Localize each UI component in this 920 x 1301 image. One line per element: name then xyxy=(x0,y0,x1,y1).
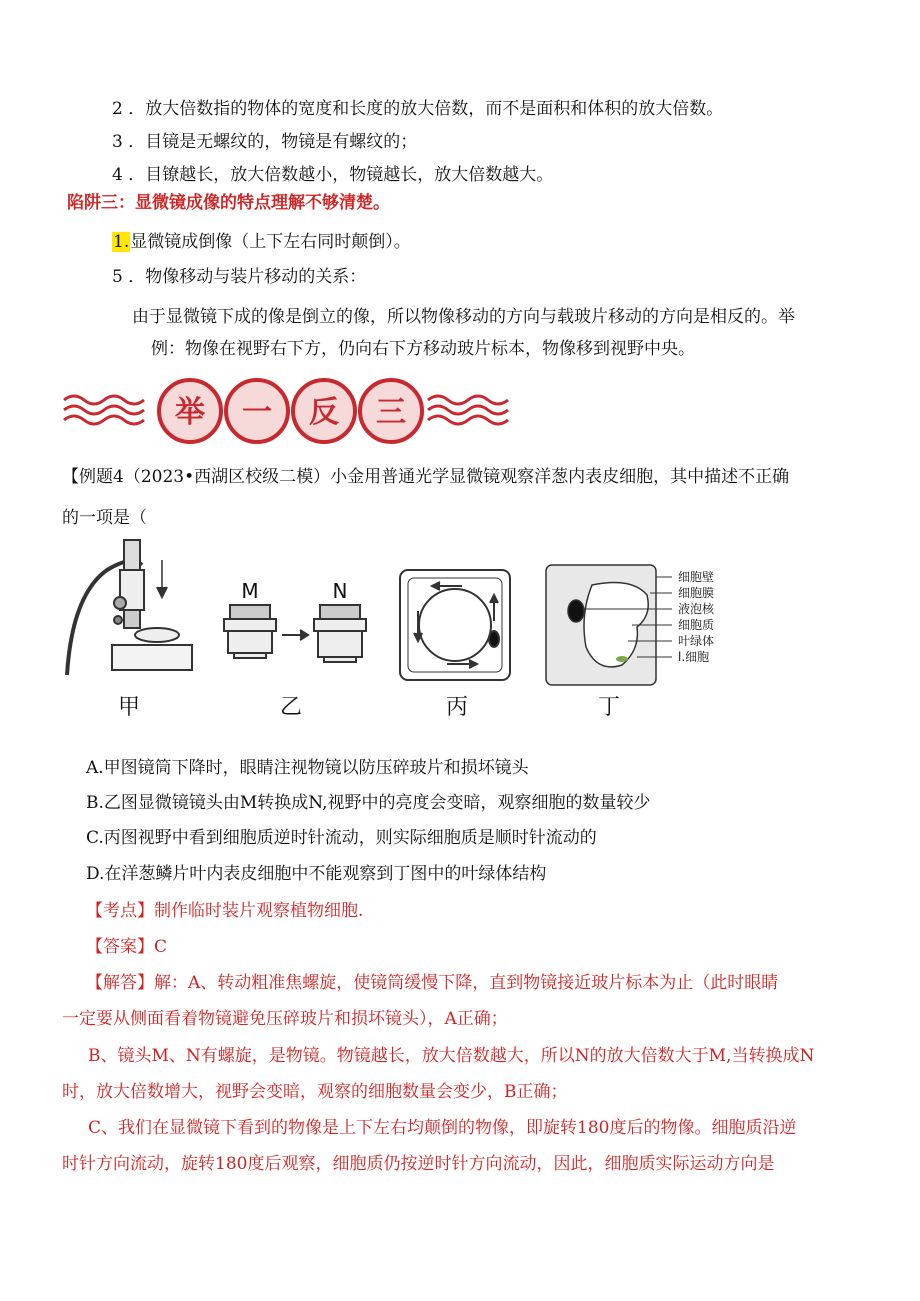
microscope-eyepiece xyxy=(124,540,140,570)
cell-part-cytoplasm: 细胞质 xyxy=(678,618,715,632)
option-d: D.在洋葱鳞片叶内表皮细胞中不能观察到丁图中的叶绿体结构 xyxy=(86,864,547,884)
banner-char-yi: 一 xyxy=(242,395,272,430)
banner-char-ju: 举 xyxy=(175,395,205,430)
cell-part-other: l.细胞 xyxy=(678,650,710,664)
lens-n-thread xyxy=(320,605,360,619)
microscope-stage xyxy=(135,628,179,642)
trap3-paragraph-line2: 例：物像在视野右下方，仍向右下方移动玻片标本，物像移到视野中央。 xyxy=(151,339,695,359)
answer-daan: 【答案】C xyxy=(86,937,168,957)
trap3-item-1 xyxy=(112,231,411,253)
microscope-base xyxy=(112,645,192,670)
plant-cell-figure xyxy=(546,565,672,685)
lens-label-n: N xyxy=(332,579,348,603)
chloroplast xyxy=(616,656,628,662)
ju-yi-fan-san-banner xyxy=(62,376,510,446)
figure-label-ding: 丁 xyxy=(598,695,621,720)
answer-kaodian: 【考点】制作临时装片观察植物细胞. xyxy=(86,901,364,921)
microscope-knob xyxy=(114,597,126,609)
answer-b-line2: 时，放大倍数增大，视野会变暗，观察的细胞数量会变少，B正确； xyxy=(62,1082,568,1102)
option-a: A.甲图镜筒下降时，眼睛注视物镜以防压碎玻片和损坏镜头 xyxy=(86,758,529,778)
note-item-3: 3 ．目镜是无螺纹的，物镜是有螺纹的； xyxy=(112,132,418,152)
question-line1: 【例题4（2023•西湖区校级二模）小金用普通光学显微镜观察洋葱内表皮细胞，其中描述不正确 xyxy=(62,467,790,487)
note-item-4: 4 ．目镣越长，放大倍数越小，物镜越长，放大倍数越大。 xyxy=(112,165,554,185)
microscope-figure xyxy=(67,540,192,675)
note-item-2: 2 ．放大倍数指的物体的宽度和长度的放大倍数，而不是面积和体积的放大倍数。 xyxy=(112,99,724,119)
trap3-item-5: 5 ．物像移动与装片移动的关系： xyxy=(112,267,367,287)
answer-c-line2: 时针方向流动，旋转180度后观察，细胞质仍按逆时针方向流动，因此，细胞质实际运动方向是 xyxy=(62,1154,775,1174)
right-wave-decoration xyxy=(428,396,508,424)
microscope-objective xyxy=(124,610,140,628)
change-arrow xyxy=(300,630,308,640)
cell-part-vacuole-nucleus: 液泡核 xyxy=(678,602,715,616)
cytoplasm-flow-figure xyxy=(400,570,510,680)
figure-label-bing: 丙 xyxy=(446,695,469,720)
option-b: B.乙图显微镜镜头由M转换成N,视野中的亮度会变暗，观察细胞的数量较少 xyxy=(86,793,651,813)
banner-char-san: 三 xyxy=(376,395,406,430)
cell-part-membrane: 细胞膜 xyxy=(678,586,715,600)
banner-char-fan: 反 xyxy=(309,395,339,430)
left-wave-decoration xyxy=(64,396,144,424)
question-line2: 的一项是（ xyxy=(62,508,147,528)
answer-jieda-line2: 一定要从侧面看着物镜避免压碎玻片和损坏镜头），A正确； xyxy=(62,1009,508,1029)
nucleus xyxy=(489,631,499,647)
lens-label-m: M xyxy=(241,579,259,603)
trap3-paragraph-line1: 由于显微镜下成的像是倒立的像，所以物像移动的方向与载玻片移动的方向是相反的。举 xyxy=(132,307,795,327)
item1-number: 1. xyxy=(113,232,130,252)
cell-part-cell-wall: 细胞壁 xyxy=(678,570,715,584)
objectives-figure xyxy=(224,605,366,662)
item1-text: 显微镜成倒像（上下左右同时颠倒）。 xyxy=(130,232,411,252)
figure-label-jia: 甲 xyxy=(118,695,141,720)
lens-m-thread xyxy=(230,605,270,619)
down-arrow-head xyxy=(157,587,167,597)
answer-b-line1: B、镜头M、N有螺旋，是物镜。物镜越长，放大倍数越大，所以N的放大倍数大于M,当转换成N xyxy=(88,1046,815,1066)
cell-nucleus xyxy=(568,600,584,622)
trap3-title: 陷阱三：显微镜成像的特点理解不够清楚。 xyxy=(67,193,390,213)
answer-jieda-line1: 【解答】解：A、转动粗准焦螺旋，使镜筒缓慢下降，直到物镜接近玻片标本为止（此时眼睛 xyxy=(86,973,779,993)
answer-c-line1: C、我们在显微镜下看到的物像是上下左右均颠倒的物像，即旋转180度后的物像。细胞质沿逆 xyxy=(88,1118,797,1138)
question-figures xyxy=(62,535,752,720)
figure-label-yi: 乙 xyxy=(280,695,303,720)
cell-part-chloroplast: 叶绿体 xyxy=(678,634,715,648)
option-c: C.丙图视野中看到细胞质逆时针流动，则实际细胞质是顺时针流动的 xyxy=(86,828,597,848)
